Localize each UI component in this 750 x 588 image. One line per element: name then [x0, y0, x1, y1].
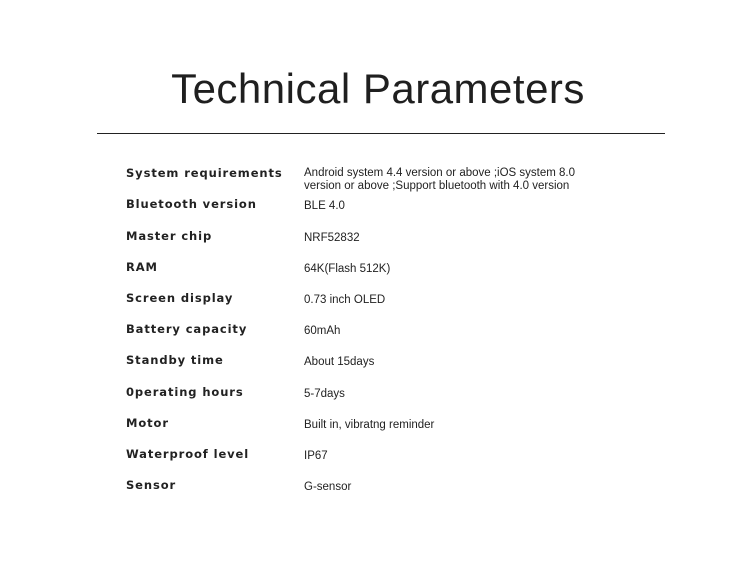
spec-label-bluetooth-version: Bluetooth version	[126, 197, 257, 211]
spec-value-battery-capacity: 60mAh	[304, 325, 341, 337]
page-title: Technical Parameters	[171, 65, 585, 112]
spec-value-system-requirements: Android system 4.4 version or above ;iOS system 8.0 version or above ;Support bluetooth with 4.0 version	[304, 167, 576, 192]
spec-label-master-chip: Master chip	[126, 229, 213, 243]
spec-value-sensor: G-sensor	[304, 481, 352, 493]
spec-value-standby-time: About 15days	[304, 356, 375, 368]
spec-label-system-requirements: System requirements	[126, 166, 283, 180]
spec-label-waterproof-level: Waterproof level	[126, 447, 250, 461]
spec-label-battery-capacity: Battery capacity	[126, 322, 248, 336]
spec-value-screen-display: 0.73 inch OLED	[304, 294, 386, 306]
spec-label-screen-display: Screen display	[126, 291, 234, 305]
spec-value-waterproof-level: IP67	[304, 450, 328, 462]
spec-value-motor: Built in, vibratng reminder	[304, 419, 435, 431]
spec-value-master-chip: NRF52832	[304, 232, 360, 244]
spec-value-operating-hours: 5-7days	[304, 388, 345, 400]
spec-value-ram: 64K(Flash 512K)	[304, 263, 391, 275]
spec-label-sensor: Sensor	[126, 478, 177, 492]
spec-label-operating-hours: 0perating hours	[126, 385, 244, 399]
spec-label-ram: RAM	[126, 260, 158, 274]
spec-value-bluetooth-version: BLE 4.0	[304, 200, 345, 212]
spec-label-motor: Motor	[126, 416, 169, 430]
spec-label-standby-time: Standby time	[126, 353, 224, 367]
